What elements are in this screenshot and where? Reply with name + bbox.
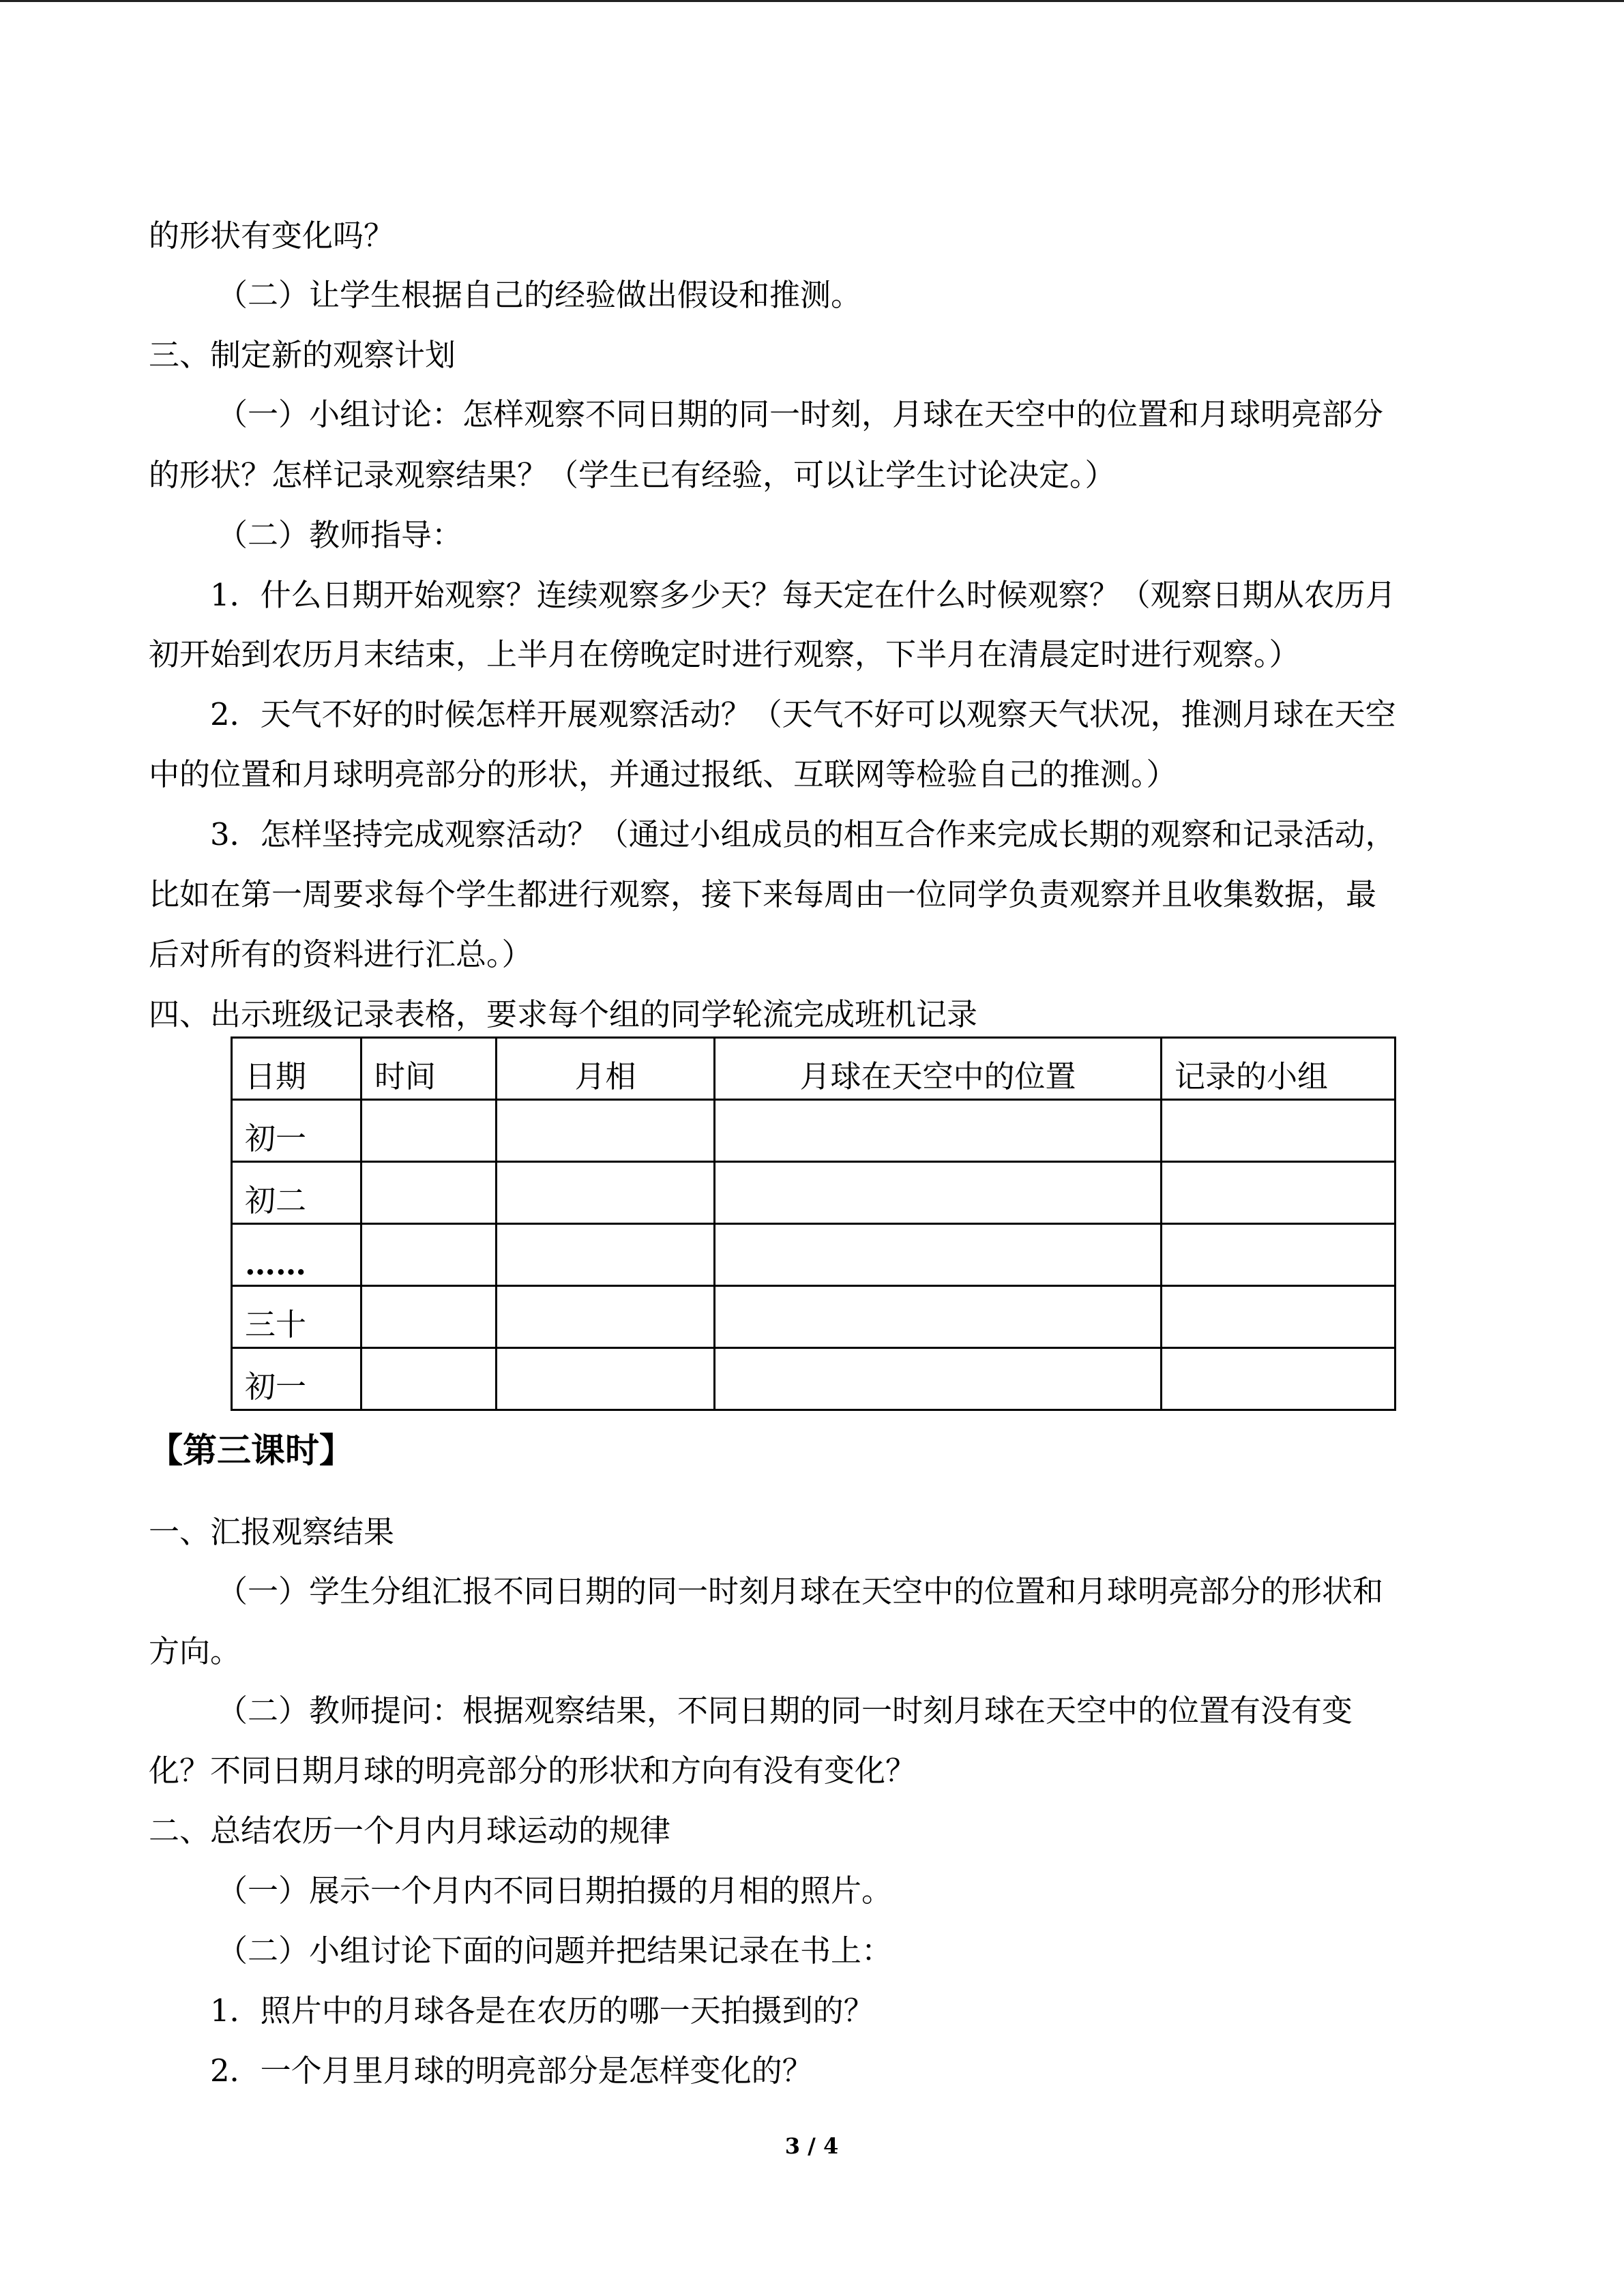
table-cell [361,1224,497,1286]
table-cell [361,1162,497,1224]
table-cell [1162,1224,1396,1286]
table-cell: 初二 [232,1162,361,1224]
paragraph-line: 的形状有变化吗？ [149,218,395,254]
paragraph-line: （一）学生分组汇报不同日期的同一时刻月球在天空中的位置和月球明亮部分的形状和 [217,1573,1384,1609]
table-row [232,1348,1396,1410]
page-number: 3 / 4 [784,2133,839,2159]
heading-2: 二、总结农历一个月内月球运动的规律 [149,1813,671,1849]
paragraph-line: 的形状？怎样记录观察结果？（学生已有经验，可以让学生讨论决定。） [149,457,1116,493]
table-cell: …… [232,1224,361,1286]
paragraph-line: （二）小组讨论下面的问题并把结果记录在书上： [217,1933,893,1969]
paragraph-line: 3．怎样坚持完成观察活动？（通过小组成员的相互合作来完成长期的观察和记录活动， [210,816,1396,852]
table-cell [715,1162,1162,1224]
paragraph-line: （一）小组讨论：怎样观察不同日期的同一时刻，月球在天空中的位置和月球明亮部分 [217,396,1384,432]
table-cell [715,1100,1162,1162]
paragraph-line: 中的位置和月球明亮部分的形状，并通过报纸、互联网等检验自己的推测。） [149,756,1177,792]
table-cell [715,1348,1162,1410]
table-cell [1162,1286,1396,1348]
table-row [232,1162,1396,1224]
table-cell [715,1224,1162,1286]
table-cell: 初一 [232,1100,361,1162]
column-header: 月相 [497,1038,715,1100]
table-cell: 三十 [232,1286,361,1348]
table-row [232,1100,1396,1162]
paragraph-line: 后对所有的资料进行汇总。） [149,936,533,972]
paragraph-line: 初开始到农历月末结束，上半月在傍晚定时进行观察，下半月在清晨定时进行观察。） [149,636,1300,672]
paragraph-line: 化？不同日期月球的明亮部分的形状和方向有没有变化？ [149,1753,917,1789]
top-border [0,0,1624,2]
table-row [232,1286,1396,1348]
paragraph-line: 1．什么日期开始观察？连续观察多少天？每天定在什么时候观察？（观察日期从农历月 [210,577,1396,613]
table-cell [497,1348,715,1410]
table-cell [1162,1162,1396,1224]
table-cell [361,1100,497,1162]
table-row [232,1224,1396,1286]
table-cell [497,1162,715,1224]
paragraph-line: 比如在第一周要求每个学生都进行观察，接下来每周由一位同学负责观察并且收集数据，最 [149,876,1377,912]
heading-4: 四、出示班级记录表格，要求每个组的同学轮流完成班机记录 [149,996,978,1032]
table-cell [361,1286,497,1348]
table-cell [497,1100,715,1162]
heading-3: 三、制定新的观察计划 [149,337,456,373]
paragraph-line: 1．照片中的月球各是在农历的哪一天拍摄到的？ [210,1993,874,2029]
table-cell: 初一 [232,1348,361,1410]
column-header: 月球在天空中的位置 [715,1038,1162,1100]
table-cell [497,1286,715,1348]
paragraph-line: （一）展示一个月内不同日期拍摄的月相的照片。 [217,1873,893,1909]
paragraph-line: （二）让学生根据自己的经验做出假设和推测。 [217,277,862,313]
paragraph-line: 方向。 [149,1633,241,1669]
section-title: 【第三课时】 [149,1431,353,1470]
column-header: 时间 [361,1038,497,1100]
table-header-row [232,1038,1396,1100]
table-cell [1162,1348,1396,1410]
paragraph-line: 2．一个月里月球的明亮部分是怎样变化的？ [210,2053,813,2089]
paragraph-line: （二）教师提问：根据观察结果，不同日期的同一时刻月球在天空中的位置有没有变 [217,1693,1353,1729]
table-cell [361,1348,497,1410]
column-header: 日期 [232,1038,361,1100]
table-cell [497,1224,715,1286]
table-cell [715,1286,1162,1348]
paragraph-line: 2．天气不好的时候怎样开展观察活动？（天气不好可以观察天气状况，推测月球在天空 [210,696,1396,732]
column-header: 记录的小组 [1162,1038,1396,1100]
observation-record-table [231,1037,1396,1411]
heading-1: 一、汇报观察结果 [149,1514,395,1550]
table-cell [1162,1100,1396,1162]
paragraph-line: （二）教师指导： [217,517,463,553]
